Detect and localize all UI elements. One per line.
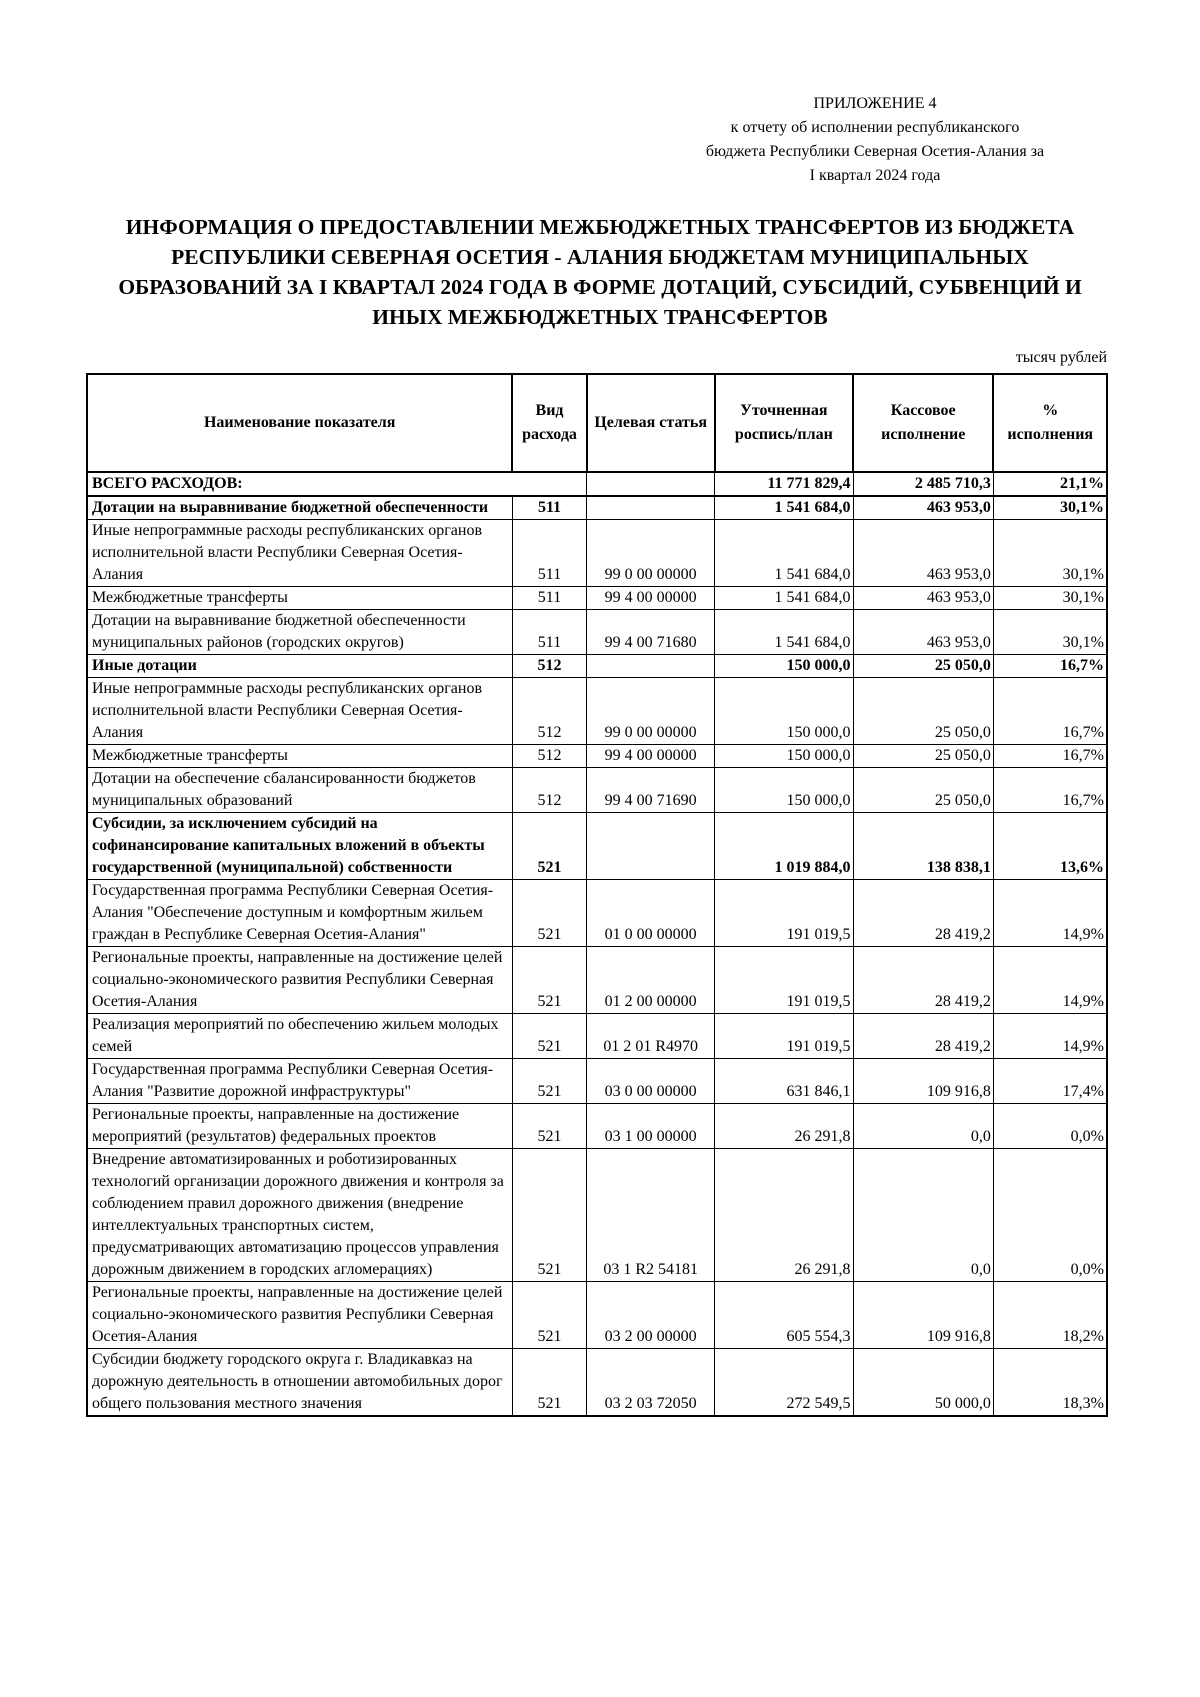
- row-plan: 631 846,1: [715, 1059, 853, 1104]
- header-plan-line-2: роспись/план: [734, 426, 833, 443]
- row-vid: 511: [512, 520, 586, 587]
- table-row: [87, 813, 1107, 880]
- table-row: [87, 768, 1107, 813]
- total-code: [587, 472, 715, 496]
- row-vid: 521: [512, 947, 586, 1014]
- row-name: Субсидии, за исключением субсидий на софинансирование капитальных вложений в объекты государственной (муниципальной) собственности: [87, 813, 512, 880]
- row-pct: 14,9%: [993, 880, 1107, 947]
- row-pct: 30,1%: [993, 520, 1107, 587]
- row-plan: 191 019,5: [715, 947, 853, 1014]
- row-vid: 511: [512, 496, 586, 520]
- row-fact: 138 838,1: [853, 813, 993, 880]
- row-pct: 13,6%: [993, 813, 1107, 880]
- row-code: 99 4 00 71680: [587, 610, 715, 655]
- table-row: [87, 1014, 1107, 1059]
- row-code: 99 4 00 71690: [587, 768, 715, 813]
- row-vid: 512: [512, 745, 586, 768]
- header-fact-line-1: Кассовое: [890, 402, 956, 419]
- total-fact: 2 485 710,3: [853, 472, 993, 496]
- row-pct: 16,7%: [993, 745, 1107, 768]
- row-plan: 26 291,8: [715, 1149, 853, 1282]
- row-pct: 17,4%: [993, 1059, 1107, 1104]
- table-row: [87, 1349, 1107, 1417]
- row-plan: 1 019 884,0: [715, 813, 853, 880]
- row-name: Дотации на выравнивание бюджетной обеспеченности: [87, 496, 512, 520]
- title-line-2: РЕСПУБЛИКИ СЕВЕРНАЯ ОСЕТИЯ - АЛАНИЯ БЮДЖЕТАМ МУНИЦИПАЛЬНЫХ: [171, 245, 1029, 269]
- row-pct: 0,0%: [993, 1104, 1107, 1149]
- title-line-1: ИНФОРМАЦИЯ О ПРЕДОСТАВЛЕНИИ МЕЖБЮДЖЕТНЫХ ТРАНСФЕРТОВ ИЗ БЮДЖЕТА: [125, 215, 1075, 239]
- row-name: Региональные проекты, направленные на достижение целей социально-экономического развития Республики Северная Осетия-Алания: [87, 1282, 512, 1349]
- row-plan: 150 000,0: [715, 745, 853, 768]
- total-row: [87, 472, 1107, 496]
- table-row: [87, 496, 1107, 520]
- row-fact: 463 953,0: [853, 520, 993, 587]
- row-plan: 1 541 684,0: [715, 610, 853, 655]
- row-vid: 511: [512, 610, 586, 655]
- row-plan: 605 554,3: [715, 1282, 853, 1349]
- title-line-4: ИНЫХ МЕЖБЮДЖЕТНЫХ ТРАНСФЕРТОВ: [372, 305, 828, 329]
- row-vid: 521: [512, 880, 586, 947]
- row-vid: 521: [512, 1149, 586, 1282]
- row-pct: 18,2%: [993, 1282, 1107, 1349]
- row-vid: 512: [512, 768, 586, 813]
- row-plan: 150 000,0: [715, 655, 853, 678]
- row-name: Межбюджетные трансферты: [87, 745, 512, 768]
- row-plan: 150 000,0: [715, 678, 853, 745]
- table-row: [87, 745, 1107, 768]
- row-fact: 25 050,0: [853, 655, 993, 678]
- row-fact: 28 419,2: [853, 1014, 993, 1059]
- row-name: Иные дотации: [87, 655, 512, 678]
- row-pct: 30,1%: [993, 610, 1107, 655]
- row-code: [587, 655, 715, 678]
- header-plan-line-1: Уточненная: [740, 402, 828, 419]
- table-row: [87, 678, 1107, 745]
- table-row: [87, 610, 1107, 655]
- row-plan: 150 000,0: [715, 768, 853, 813]
- row-fact: 50 000,0: [853, 1349, 993, 1417]
- row-name: Реализация мероприятий по обеспечению жильем молодых семей: [87, 1014, 512, 1059]
- row-code: [587, 496, 715, 520]
- row-name: Дотации на обеспечение сбалансированности бюджетов муниципальных образований: [87, 768, 512, 813]
- row-pct: 30,1%: [993, 496, 1107, 520]
- row-pct: 18,3%: [993, 1349, 1107, 1417]
- row-vid: 521: [512, 1014, 586, 1059]
- row-code: 01 2 00 00000: [587, 947, 715, 1014]
- row-code: 03 2 00 00000: [587, 1282, 715, 1349]
- row-name: Государственная программа Республики Северная Осетия-Алания "Обеспечение доступным и комфортным жильем граждан в Республике Северная Осетия-Алания": [87, 880, 512, 947]
- row-vid: 512: [512, 655, 586, 678]
- row-plan: 191 019,5: [715, 880, 853, 947]
- row-code: 99 4 00 00000: [587, 587, 715, 610]
- row-plan: 191 019,5: [715, 1014, 853, 1059]
- annex-line-2: к отчету об исполнении республиканского: [730, 119, 1020, 136]
- row-code: [587, 813, 715, 880]
- units-label: тысяч рублей: [1015, 349, 1107, 366]
- row-fact: 463 953,0: [853, 496, 993, 520]
- row-plan: 1 541 684,0: [715, 496, 853, 520]
- table-header-row: [87, 374, 1107, 472]
- header-fact-line-2: исполнение: [881, 426, 966, 443]
- row-pct: 16,7%: [993, 678, 1107, 745]
- total-pct: 21,1%: [993, 472, 1107, 496]
- row-fact: 28 419,2: [853, 880, 993, 947]
- annex-header: [640, 92, 1110, 188]
- table-row: [87, 1104, 1107, 1149]
- row-plan: 1 541 684,0: [715, 520, 853, 587]
- row-fact: 0,0: [853, 1104, 993, 1149]
- row-plan: 272 549,5: [715, 1349, 853, 1417]
- row-name: Государственная программа Республики Северная Осетия-Алания "Развитие дорожной инфраструктуры": [87, 1059, 512, 1104]
- row-pct: 0,0%: [993, 1149, 1107, 1282]
- total-plan: 11 771 829,4: [715, 472, 853, 496]
- header-fact: [853, 374, 993, 472]
- row-fact: 25 050,0: [853, 678, 993, 745]
- row-vid: 521: [512, 813, 586, 880]
- row-name: Субсидии бюджету городского округа г. Владикавказ на дорожную деятельность в отношении автомобильных дорог общего пользования местного значения: [87, 1349, 512, 1417]
- row-name: Иные непрограммные расходы республиканских органов исполнительной власти Республики Северная Осетия-Алания: [87, 520, 512, 587]
- annex-line-3: бюджета Республики Северная Осетия-Алания за: [705, 143, 1045, 160]
- row-fact: 28 419,2: [853, 947, 993, 1014]
- row-name: Региональные проекты, направленные на достижение мероприятий (результатов) федеральных проектов: [87, 1104, 512, 1149]
- transfers-table: [86, 373, 1108, 1417]
- table-row: [87, 880, 1107, 947]
- table-row: [87, 1059, 1107, 1104]
- row-vid: 521: [512, 1059, 586, 1104]
- row-code: 03 1 R2 54181: [587, 1149, 715, 1282]
- row-code: 01 2 01 R4970: [587, 1014, 715, 1059]
- header-pct-line-2: исполнения: [1007, 426, 1094, 443]
- header-pct: [993, 374, 1107, 472]
- row-vid: 512: [512, 678, 586, 745]
- header-vid: [512, 374, 586, 472]
- row-code: 01 0 00 00000: [587, 880, 715, 947]
- row-code: 03 0 00 00000: [587, 1059, 715, 1104]
- row-pct: 14,9%: [993, 947, 1107, 1014]
- table-row: [87, 1282, 1107, 1349]
- row-pct: 14,9%: [993, 1014, 1107, 1059]
- row-plan: 1 541 684,0: [715, 587, 853, 610]
- row-vid: 521: [512, 1282, 586, 1349]
- header-name: Наименование показателя: [87, 374, 512, 472]
- header-code: Целевая статья: [587, 374, 715, 472]
- title-line-3: ОБРАЗОВАНИЙ ЗА I КВАРТАЛ 2024 ГОДА В ФОРМЕ ДОТАЦИЙ, СУБСИДИЙ, СУБВЕНЦИЙ И: [118, 275, 1082, 299]
- row-code: 99 4 00 00000: [587, 745, 715, 768]
- row-fact: 0,0: [853, 1149, 993, 1282]
- table-row: [87, 1149, 1107, 1282]
- header-vid-line-2: расхода: [522, 426, 577, 443]
- row-name: Внедрение автоматизированных и роботизированных технологий организации дорожного движения и контроля за соблюдением правил дорожного движения (внедрение интеллектуальных транспортных систем, предусматривающих автоматизацию процессов управления дорожным движением в городских агломерациях): [87, 1149, 512, 1282]
- row-vid: 511: [512, 587, 586, 610]
- table-row: [87, 520, 1107, 587]
- row-fact: 109 916,8: [853, 1059, 993, 1104]
- row-vid: 521: [512, 1104, 586, 1149]
- header-pct-line-1: %: [1042, 402, 1059, 419]
- header-plan: [715, 374, 853, 472]
- row-code: 99 0 00 00000: [587, 520, 715, 587]
- row-code: 99 0 00 00000: [587, 678, 715, 745]
- table-row: [87, 947, 1107, 1014]
- row-name: Региональные проекты, направленные на достижение целей социально-экономического развития Республики Северная Осетия-Алания: [87, 947, 512, 1014]
- row-fact: 463 953,0: [853, 610, 993, 655]
- header-vid-line-1: Вид: [535, 402, 564, 419]
- table-row: [87, 587, 1107, 610]
- row-fact: 25 050,0: [853, 768, 993, 813]
- row-pct: 16,7%: [993, 655, 1107, 678]
- row-pct: 30,1%: [993, 587, 1107, 610]
- row-fact: 25 050,0: [853, 745, 993, 768]
- row-fact: 463 953,0: [853, 587, 993, 610]
- row-name: Иные непрограммные расходы республиканских органов исполнительной власти Республики Северная Осетия-Алания: [87, 678, 512, 745]
- document-title: [80, 212, 1120, 332]
- row-vid: 521: [512, 1349, 586, 1417]
- row-plan: 26 291,8: [715, 1104, 853, 1149]
- row-name: Дотации на выравнивание бюджетной обеспеченности муниципальных районов (городских округов): [87, 610, 512, 655]
- row-name: Межбюджетные трансферты: [87, 587, 512, 610]
- row-pct: 16,7%: [993, 768, 1107, 813]
- row-code: 03 2 03 72050: [587, 1349, 715, 1417]
- annex-line-4: I квартал 2024 года: [809, 167, 941, 184]
- total-label: ВСЕГО РАСХОДОВ:: [87, 472, 587, 496]
- row-fact: 109 916,8: [853, 1282, 993, 1349]
- table-row: [87, 655, 1107, 678]
- annex-line-1: ПРИЛОЖЕНИЕ 4: [813, 95, 937, 112]
- row-code: 03 1 00 00000: [587, 1104, 715, 1149]
